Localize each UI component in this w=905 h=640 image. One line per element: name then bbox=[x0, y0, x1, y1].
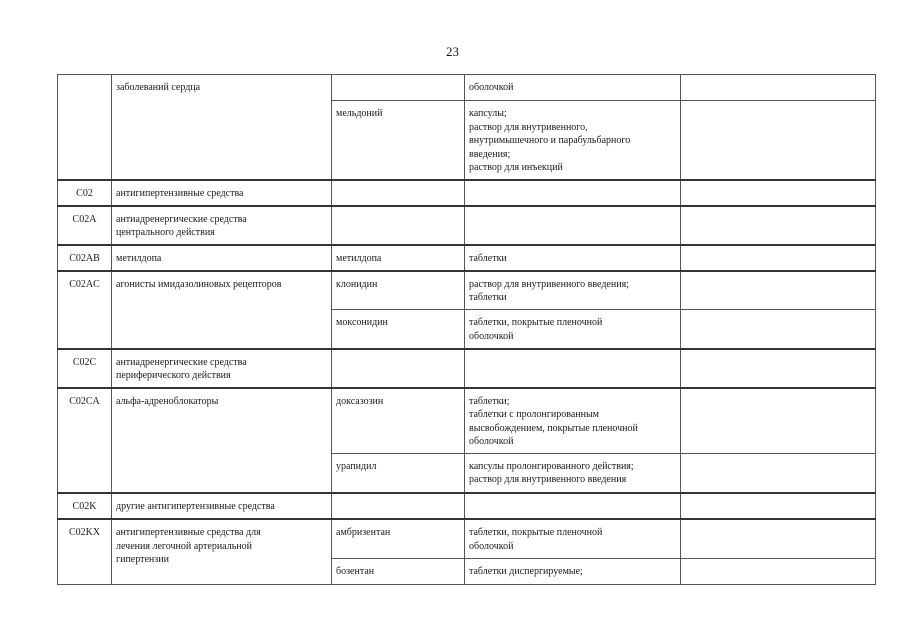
empty-column-cell bbox=[681, 493, 876, 519]
dosage-form-cell: капсулы пролонгированного действия; раствор для внутривенного введения bbox=[465, 453, 681, 493]
substance-name-cell: мельдоний bbox=[332, 101, 465, 180]
table-row bbox=[58, 519, 876, 558]
dosage-form-cell bbox=[465, 206, 681, 245]
atc-code-cell: C02K bbox=[58, 493, 112, 519]
empty-column-cell bbox=[681, 75, 876, 101]
table-body bbox=[58, 75, 876, 585]
atc-code-cell: C02C bbox=[58, 349, 112, 388]
empty-column-cell bbox=[681, 558, 876, 584]
substance-name-cell bbox=[332, 75, 465, 101]
table-row bbox=[58, 75, 876, 101]
table-row bbox=[58, 493, 876, 519]
table-row bbox=[58, 349, 876, 388]
table-row bbox=[58, 388, 876, 454]
substance-name-cell: амбризентан bbox=[332, 519, 465, 558]
dosage-form-cell: раствор для внутривенного введения; таблетки bbox=[465, 271, 681, 310]
empty-column-cell bbox=[681, 310, 876, 349]
empty-column-cell bbox=[681, 388, 876, 454]
anatomical-group-cell: альфа-адреноблокаторы bbox=[112, 388, 332, 494]
empty-column-cell bbox=[681, 206, 876, 245]
substance-name-cell: доксазозин bbox=[332, 388, 465, 454]
substance-name-cell bbox=[332, 180, 465, 206]
substance-name-cell bbox=[332, 493, 465, 519]
atc-code-cell: C02 bbox=[58, 180, 112, 206]
anatomical-group-cell: антиадренергические средства периферического действия bbox=[112, 349, 332, 388]
table-row bbox=[58, 180, 876, 206]
substance-name-cell bbox=[332, 349, 465, 388]
anatomical-group-cell: агонисты имидазолиновых рецепторов bbox=[112, 271, 332, 349]
empty-column-cell bbox=[681, 101, 876, 180]
empty-column-cell bbox=[681, 271, 876, 310]
table-row bbox=[58, 271, 876, 310]
substance-name-cell: клонидин bbox=[332, 271, 465, 310]
dosage-form-cell bbox=[465, 493, 681, 519]
empty-column-cell bbox=[681, 349, 876, 388]
dosage-form-cell: таблетки диспергируемые; bbox=[465, 558, 681, 584]
atc-code-cell: C02KX bbox=[58, 519, 112, 584]
anatomical-group-cell: антигипертензивные средства bbox=[112, 180, 332, 206]
empty-column-cell bbox=[681, 453, 876, 493]
dosage-form-cell: таблетки, покрытые пленочной оболочкой bbox=[465, 310, 681, 349]
anatomical-group-cell: заболеваний сердца bbox=[112, 75, 332, 180]
substance-name-cell: метилдопа bbox=[332, 245, 465, 271]
page-number: 23 bbox=[446, 44, 459, 59]
anatomical-group-cell: антигипертензивные средства для лечения легочной артериальной гипертензии bbox=[112, 519, 332, 584]
anatomical-group-cell: другие антигипертензивные средства bbox=[112, 493, 332, 519]
dosage-form-cell: таблетки bbox=[465, 245, 681, 271]
table-row bbox=[58, 245, 876, 271]
atc-code-cell bbox=[58, 75, 112, 180]
table-row bbox=[58, 206, 876, 245]
substance-name-cell: урапидил bbox=[332, 453, 465, 493]
atc-code-cell: C02A bbox=[58, 206, 112, 245]
atc-code-cell: C02AB bbox=[58, 245, 112, 271]
dosage-form-cell: таблетки; таблетки с пролонгированным высвобождением, покрытые пленочной оболочкой bbox=[465, 388, 681, 454]
anatomical-group-cell: метилдопа bbox=[112, 245, 332, 271]
atc-code-cell: C02CA bbox=[58, 388, 112, 494]
dosage-form-cell bbox=[465, 180, 681, 206]
dosage-form-cell: оболочкой bbox=[465, 75, 681, 101]
drug-table bbox=[57, 74, 876, 585]
dosage-form-cell: капсулы; раствор для внутривенного, внутримышечного и парабульбарного введения; раствор для инъекций bbox=[465, 101, 681, 180]
dosage-form-cell bbox=[465, 349, 681, 388]
anatomical-group-cell: антиадренергические средства центрального действия bbox=[112, 206, 332, 245]
empty-column-cell bbox=[681, 519, 876, 558]
substance-name-cell: бозентан bbox=[332, 558, 465, 584]
atc-code-cell: C02AC bbox=[58, 271, 112, 349]
substance-name-cell bbox=[332, 206, 465, 245]
empty-column-cell bbox=[681, 180, 876, 206]
empty-column-cell bbox=[681, 245, 876, 271]
substance-name-cell: моксонидин bbox=[332, 310, 465, 349]
dosage-form-cell: таблетки, покрытые пленочной оболочкой bbox=[465, 519, 681, 558]
